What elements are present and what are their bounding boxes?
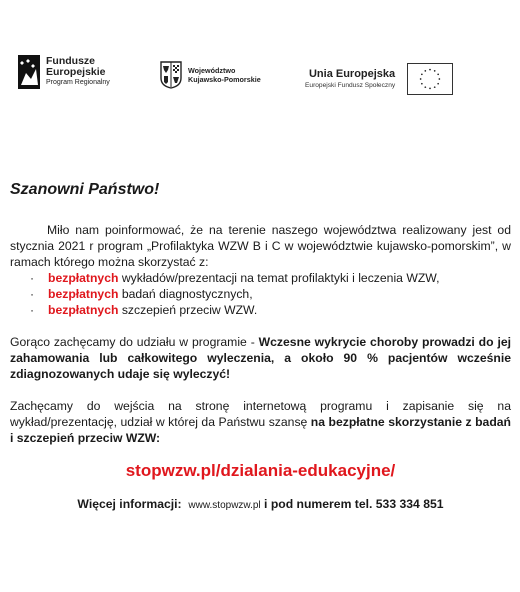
fe-logo-line3: Program Regionalny [46, 79, 110, 86]
offer-text: szczepień przeciw WZW. [118, 303, 258, 317]
more-info [10, 496, 511, 514]
greeting: Szanowni Państwo! [10, 181, 160, 198]
unia-europejska-logo [305, 63, 453, 95]
fe-logo-line2: Europejskie [46, 66, 106, 78]
program-url-link[interactable]: stopwzw.pl/dzialania-edukacyjne/ [125, 461, 396, 480]
wojewodztwo-logo [160, 61, 261, 89]
eu-flag-icon [407, 63, 453, 95]
logo-bar [0, 55, 520, 105]
encourage-text: Gorąco zachęcamy do udziału w programie - [10, 335, 259, 349]
offers-list [10, 270, 511, 318]
letter-body [10, 180, 511, 514]
offer-text: wykładów/prezentacji na temat profilaktyki i leczenia WZW, [118, 271, 440, 285]
list-item [30, 302, 511, 318]
more-info-site-link[interactable]: www.stopwzw.pl [188, 500, 261, 511]
bullet: · [30, 287, 35, 301]
list-item [30, 270, 511, 286]
intro-paragraph: Miło nam poinformować, że na terenie naszego województwa realizowany jest od stycznia 2021 r program „Profilaktyka WZW B i C w województwie kujawsko-pomorskim”, w ramach którego można skorzystać z: [10, 223, 511, 269]
ue-logo-line2: Europejski Fundusz Społeczny [305, 82, 396, 89]
fundusze-europejskie-logo-icon [18, 55, 40, 89]
wojewodztwo-crest-icon [160, 61, 182, 89]
bullet: · [30, 271, 35, 285]
offer-text: badań diagnostycznych, [118, 287, 253, 301]
list-item [30, 286, 511, 302]
wk-logo-line1: Województwo [188, 66, 236, 75]
fe-logo-line1: Fundusze [46, 55, 95, 67]
more-info-label: Więcej informacji: [77, 497, 182, 511]
offer-bold: bezpłatnych [48, 287, 119, 301]
offer-bold: bezpłatnych [48, 303, 119, 317]
website-text: Zachęcamy do wejścia na stronę internetową programu i zapisanie się na wykład/prezentację, udział w której da Państwu szansę [10, 399, 511, 429]
wk-logo-line2: Kujawsko-Pomorskie [188, 75, 261, 84]
offer-bold: bezpłatnych [48, 271, 119, 285]
ue-logo-line1: Unia Europejska [308, 68, 396, 80]
bullet: · [30, 303, 35, 317]
more-info-phone: i pod numerem tel. 533 334 851 [264, 497, 444, 511]
website-paragraph [10, 398, 511, 446]
encourage-paragraph [10, 334, 511, 382]
fundusze-europejskie-logo [18, 55, 110, 89]
encourage-bold: Wczesne wykrycie choroby prowadzi do jej zahamowania lub całkowitego wyleczenia, a około 90 % pacjentów wcześnie zdiagnozowanych udaje się wyleczyć! [10, 335, 511, 381]
website-bold: na bezpłatne skorzystanie z badań i szczepień przeciw WZW: [10, 415, 511, 445]
